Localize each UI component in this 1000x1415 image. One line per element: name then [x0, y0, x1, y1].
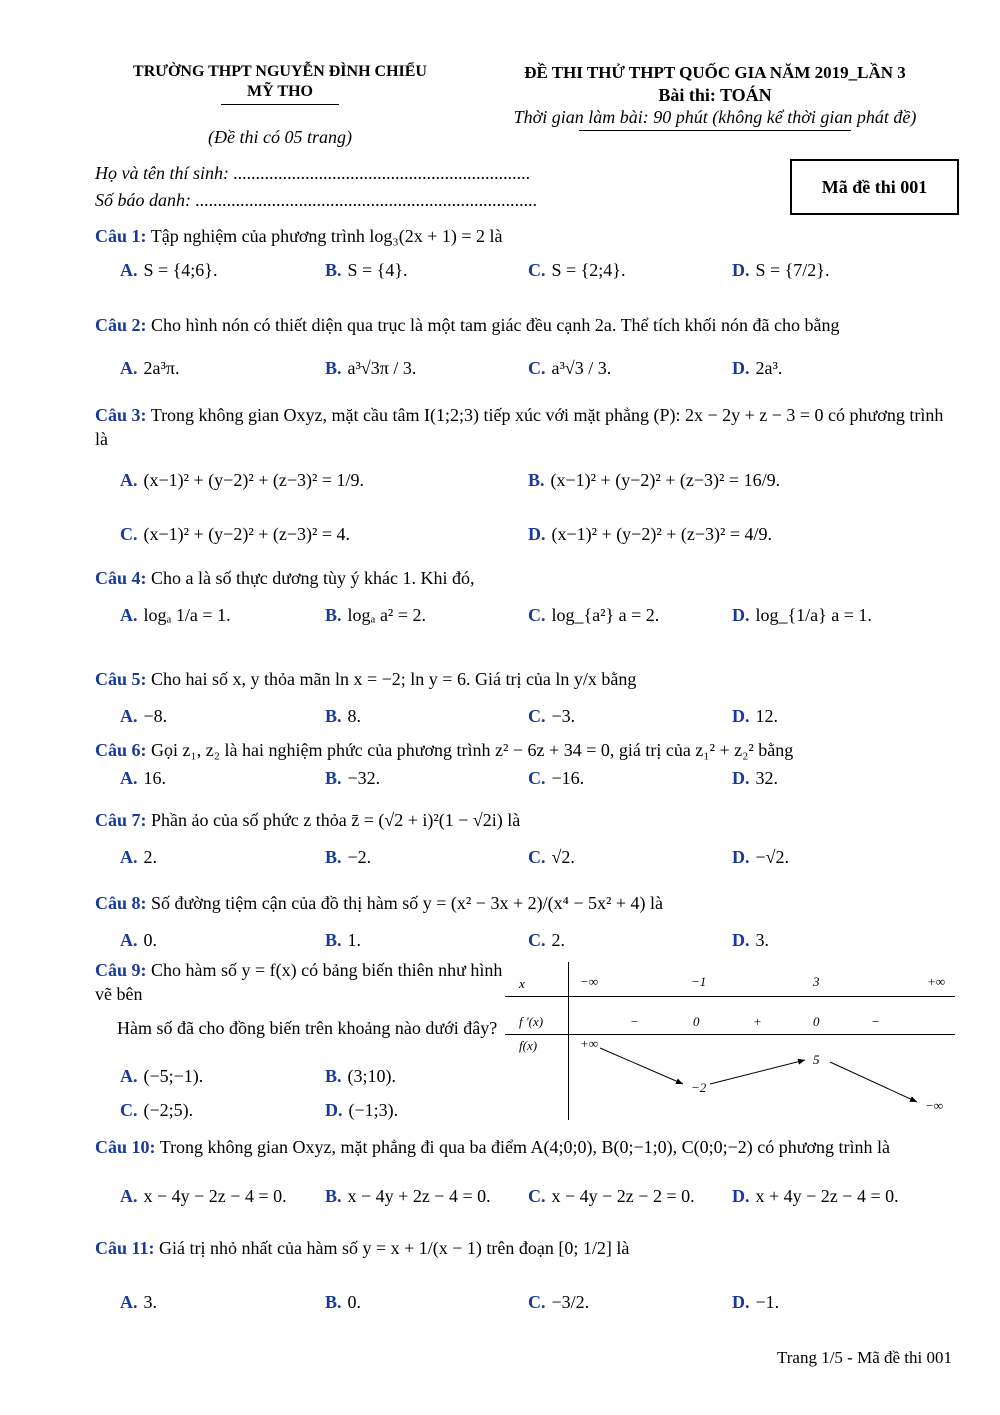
- x-value: −∞: [580, 974, 599, 989]
- f-value: −∞: [925, 1098, 944, 1113]
- question-label: Câu 1:: [95, 226, 147, 246]
- question-text: Hàm số đã cho đồng biến trên khoảng nào dưới đây?: [117, 1018, 498, 1038]
- option-text: S = {7/2}.: [755, 260, 830, 280]
- question-3: [95, 403, 952, 451]
- option-key: D.: [732, 1186, 750, 1206]
- answer-option[interactable]: [325, 260, 407, 281]
- question-text: Giá trị nhỏ nhất của hàm số y = x + 1/(x − 1) trên đoạn [0; 1/2] là: [159, 1238, 630, 1258]
- school-header: [95, 62, 465, 147]
- option-text: −16.: [551, 768, 585, 788]
- option-key: C.: [528, 1292, 546, 1312]
- option-text: (−5;−1).: [143, 1066, 204, 1086]
- option-key: B.: [325, 706, 342, 726]
- variation-arrows: [505, 962, 955, 1120]
- question-text: Trong không gian Oxyz, mặt cầu tâm I(1;2;3) tiếp xúc với mặt phẳng (P): 2x − 2y + z − 3 = 0 có phương trình là: [95, 405, 944, 449]
- option-text: −32.: [347, 768, 381, 788]
- option-key: D.: [732, 1292, 750, 1312]
- option-key: C.: [528, 706, 546, 726]
- answer-option[interactable]: [120, 1100, 193, 1121]
- answer-option[interactable]: [528, 605, 659, 626]
- answer-option[interactable]: [120, 1292, 157, 1313]
- fp-sign: +: [753, 1014, 762, 1029]
- option-text: 0.: [143, 930, 157, 950]
- answer-option[interactable]: [528, 768, 584, 789]
- question-5: [95, 667, 952, 691]
- page-footer: Trang 1/5 - Mã đề thi 001: [776, 1348, 952, 1367]
- arrow-decreasing: [600, 1048, 683, 1084]
- answer-option[interactable]: [120, 605, 231, 626]
- f-value: −2: [691, 1080, 707, 1095]
- answer-option[interactable]: [120, 260, 217, 281]
- answer-option[interactable]: [120, 930, 157, 951]
- option-key: D.: [732, 768, 750, 788]
- answer-option[interactable]: [528, 1292, 589, 1313]
- answer-option[interactable]: [528, 470, 780, 491]
- question-label: Câu 8:: [95, 893, 147, 913]
- exam-title: ĐỀ THI THỬ THPT QUỐC GIA NĂM 2019_LẦN 3: [524, 63, 906, 82]
- candidate-id-field: Số báo danh: ............................................................................: [95, 190, 538, 210]
- option-text: 3.: [755, 930, 769, 950]
- option-key: D.: [732, 358, 750, 378]
- question-label: Câu 4:: [95, 568, 147, 588]
- answer-option[interactable]: [732, 1292, 779, 1313]
- exam-subject: Bài thi: TOÁN: [658, 85, 772, 105]
- option-key: A.: [120, 1292, 138, 1312]
- answer-option[interactable]: [732, 358, 782, 379]
- option-text: −2.: [347, 847, 372, 867]
- answer-option[interactable]: [528, 358, 611, 379]
- question-text: Cho hình nón có thiết diện qua trục là một tam giác đều cạnh 2a. Thể tích khối nón đã cho bằng: [151, 315, 840, 335]
- question-text: Cho hàm số y = f(x) có bảng biến thiên như hình vẽ bên: [95, 960, 503, 1004]
- option-key: A.: [120, 470, 138, 490]
- option-text: (x−1)² + (y−2)² + (z−3)² = 4.: [143, 524, 351, 544]
- question-6: [95, 738, 952, 762]
- option-text: 12.: [755, 706, 778, 726]
- answer-option[interactable]: [120, 358, 179, 379]
- question-9: [95, 958, 505, 1006]
- question-label: Câu 5:: [95, 669, 147, 689]
- option-text: 32.: [755, 768, 778, 788]
- question-label: Câu 10:: [95, 1137, 156, 1157]
- option-key: B.: [325, 605, 342, 625]
- answer-option[interactable]: [528, 706, 575, 727]
- answer-option[interactable]: [120, 768, 166, 789]
- question-text: Tập nghiệm của phương trình log₃(2x + 1) = 2 là: [150, 226, 503, 246]
- option-text: x − 4y − 2z − 4 = 0.: [143, 1186, 287, 1206]
- question-4: [95, 566, 952, 590]
- exam-duration: Thời gian làm bài: 90 phút (không kể thời gian phát đề): [513, 107, 917, 127]
- option-key: B.: [325, 930, 342, 950]
- row-f-label: f(x): [519, 1038, 538, 1053]
- option-text: −√2.: [755, 847, 790, 867]
- answer-option[interactable]: [732, 605, 872, 626]
- option-text: 2a³.: [755, 358, 783, 378]
- row-fp-label: f '(x): [519, 1014, 544, 1029]
- answer-option[interactable]: [325, 605, 426, 626]
- answer-option[interactable]: [325, 768, 380, 789]
- option-text: (3;10).: [347, 1066, 397, 1086]
- option-key: C.: [528, 605, 546, 625]
- candidate-name-field: Họ và tên thí sinh: ..................................................................: [95, 163, 531, 183]
- answer-option[interactable]: [120, 847, 157, 868]
- question-text: Phần ảo của số phức z thỏa z̄ = (√2 + i)²(1 − √2i) là: [151, 810, 521, 830]
- divider: [221, 104, 339, 105]
- question-label: Câu 2:: [95, 315, 147, 335]
- question-10: [95, 1135, 952, 1159]
- option-key: C.: [528, 847, 546, 867]
- option-key: D.: [732, 847, 750, 867]
- option-text: 0.: [347, 1292, 362, 1312]
- option-text: log_{1/a} a = 1.: [755, 605, 872, 625]
- fp-sign: −: [871, 1014, 880, 1029]
- option-text: √2.: [551, 847, 575, 867]
- option-text: 2.: [551, 930, 565, 950]
- option-key: C.: [528, 260, 546, 280]
- option-key: B.: [528, 470, 545, 490]
- option-key: C.: [528, 930, 546, 950]
- option-key: B.: [325, 847, 342, 867]
- divider: [579, 130, 851, 131]
- question-label: Câu 3:: [95, 405, 147, 425]
- option-key: A.: [120, 768, 138, 788]
- arrow-increasing: [710, 1060, 805, 1084]
- option-key: C.: [528, 768, 546, 788]
- answer-option[interactable]: [325, 1292, 361, 1313]
- question-text: Cho a là số thực dương tùy ý khác 1. Khi đó,: [151, 568, 475, 588]
- question-8: [95, 891, 952, 915]
- option-key: A.: [120, 930, 138, 950]
- question-label: Câu 7:: [95, 810, 147, 830]
- option-key: D.: [528, 524, 546, 544]
- question-7: [95, 808, 952, 832]
- exam-code-box: Mã đề thi 001: [790, 159, 959, 215]
- option-text: −3/2.: [551, 1292, 590, 1312]
- option-text: (−2;5).: [143, 1100, 194, 1120]
- option-key: B.: [325, 768, 342, 788]
- option-text: (x−1)² + (y−2)² + (z−3)² = 1/9.: [143, 470, 365, 490]
- option-key: B.: [325, 1186, 342, 1206]
- f-value: 5: [813, 1052, 820, 1067]
- option-text: a³√3π / 3.: [347, 358, 417, 378]
- answer-option[interactable]: [325, 706, 361, 727]
- option-text: −1.: [755, 1292, 780, 1312]
- fp-sign: 0: [693, 1014, 700, 1029]
- option-key: D.: [732, 930, 750, 950]
- answer-option[interactable]: [528, 930, 565, 951]
- option-text: logₐ a² = 2.: [347, 605, 426, 625]
- option-text: x − 4y + 2z − 4 = 0.: [347, 1186, 491, 1206]
- row-x-label: x: [519, 976, 525, 991]
- option-key: C.: [120, 1100, 138, 1120]
- question-label: Câu 11:: [95, 1238, 155, 1258]
- answer-option[interactable]: [325, 1100, 398, 1121]
- pages-note: (Đề thi có 05 trang): [208, 127, 352, 147]
- option-key: D.: [732, 706, 750, 726]
- option-key: A.: [120, 605, 138, 625]
- option-text: S = {4}.: [347, 260, 408, 280]
- option-text: a³√3 / 3.: [551, 358, 612, 378]
- question-label: Câu 9:: [95, 960, 147, 980]
- question-label: Câu 6:: [95, 740, 147, 760]
- option-key: B.: [325, 260, 342, 280]
- option-text: 2a³π.: [143, 358, 180, 378]
- option-text: x + 4y − 2z − 4 = 0.: [755, 1186, 899, 1206]
- option-text: (x−1)² + (y−2)² + (z−3)² = 16/9.: [550, 470, 781, 490]
- option-key: D.: [732, 260, 750, 280]
- option-key: B.: [325, 358, 342, 378]
- option-text: 3.: [143, 1292, 157, 1312]
- x-value: 3: [813, 974, 820, 989]
- answer-option[interactable]: [732, 930, 769, 951]
- option-text: 8.: [347, 706, 362, 726]
- exam-header: [480, 62, 950, 131]
- school-name: TRƯỜNG THPT NGUYỄN ĐÌNH CHIỂU: [133, 63, 427, 80]
- x-value: +∞: [927, 974, 946, 989]
- answer-option[interactable]: [732, 847, 789, 868]
- option-text: (x−1)² + (y−2)² + (z−3)² = 4/9.: [551, 524, 773, 544]
- question-text: Trong không gian Oxyz, mặt phẳng đi qua ba điểm A(4;0;0), B(0;−1;0), C(0;0;−2) có phương trình là: [159, 1137, 891, 1157]
- answer-option[interactable]: [120, 1066, 203, 1087]
- question-text: Gọi z₁, z₂ là hai nghiệm phức của phương trình z² − 6z + 34 = 0, giá trị của z₁² + z₂² bằng: [151, 740, 794, 760]
- answer-option[interactable]: [120, 524, 350, 545]
- fp-sign: −: [630, 1014, 639, 1029]
- x-value: −1: [691, 974, 707, 989]
- answer-option[interactable]: [120, 470, 364, 491]
- answer-option[interactable]: [325, 1066, 396, 1087]
- answer-option[interactable]: [732, 260, 829, 281]
- answer-option[interactable]: [528, 847, 575, 868]
- option-key: B.: [325, 1292, 342, 1312]
- option-key: A.: [120, 706, 138, 726]
- option-key: D.: [325, 1100, 343, 1120]
- answer-option[interactable]: [325, 358, 416, 379]
- option-text: −3.: [551, 706, 576, 726]
- f-value: +∞: [580, 1036, 599, 1051]
- option-text: log_{a²} a = 2.: [551, 605, 660, 625]
- answer-option[interactable]: [120, 1186, 287, 1207]
- option-text: 16.: [143, 768, 166, 788]
- option-text: logₐ 1/a = 1.: [143, 605, 231, 625]
- answer-option[interactable]: [732, 768, 778, 789]
- fp-sign: 0: [813, 1014, 820, 1029]
- option-key: A.: [120, 260, 138, 280]
- question-text: Cho hai số x, y thỏa mãn ln x = −2; ln y = 6. Giá trị của ln y/x bằng: [151, 669, 637, 689]
- option-text: −8.: [143, 706, 168, 726]
- option-key: C.: [120, 524, 138, 544]
- answer-option[interactable]: [528, 524, 772, 545]
- answer-option[interactable]: [528, 260, 625, 281]
- option-key: B.: [325, 1066, 342, 1086]
- option-text: (−1;3).: [348, 1100, 399, 1120]
- school-city: MỸ THO: [247, 83, 313, 100]
- answer-option[interactable]: [325, 847, 371, 868]
- option-text: S = {2;4}.: [551, 260, 626, 280]
- option-text: 2.: [143, 847, 157, 867]
- option-key: A.: [120, 847, 138, 867]
- option-text: x − 4y − 2z − 2 = 0.: [551, 1186, 695, 1206]
- answer-option[interactable]: [325, 930, 361, 951]
- option-key: A.: [120, 1066, 138, 1086]
- option-key: C.: [528, 1186, 546, 1206]
- question-1: [95, 224, 952, 248]
- option-key: A.: [120, 358, 138, 378]
- answer-option[interactable]: [325, 1186, 491, 1207]
- arrow-decreasing: [830, 1062, 917, 1102]
- option-key: D.: [732, 605, 750, 625]
- answer-option[interactable]: [120, 706, 167, 727]
- option-key: C.: [528, 358, 546, 378]
- answer-option[interactable]: [732, 706, 778, 727]
- question-text: Số đường tiệm cận của đồ thị hàm số y = (x² − 3x + 2)/(x⁴ − 5x² + 4) là: [151, 893, 664, 913]
- question-11: [95, 1236, 952, 1260]
- question-2: [95, 313, 952, 337]
- option-text: 1.: [347, 930, 362, 950]
- answer-option[interactable]: [528, 1186, 695, 1207]
- answer-option[interactable]: [732, 1186, 899, 1207]
- option-text: S = {4;6}.: [143, 260, 218, 280]
- option-key: A.: [120, 1186, 138, 1206]
- variation-table: [505, 962, 955, 1120]
